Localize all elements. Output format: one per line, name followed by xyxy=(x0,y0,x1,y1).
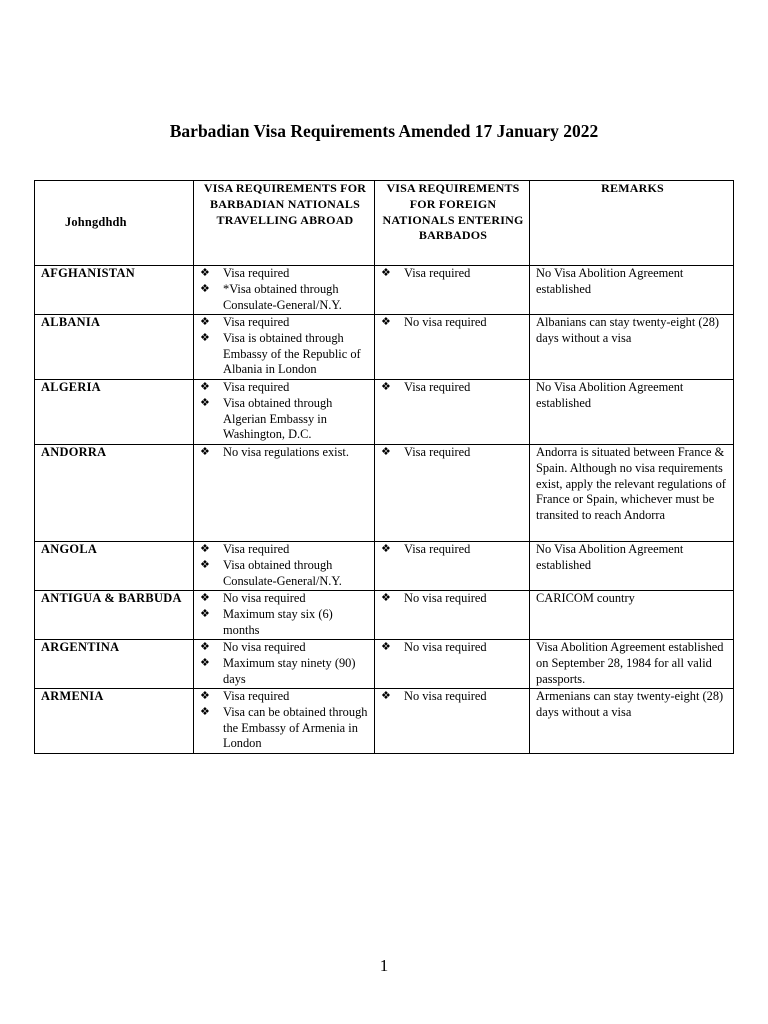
list-item xyxy=(200,266,370,282)
foreign-requirements-cell xyxy=(375,445,530,542)
country-cell: ALBANIA xyxy=(35,315,194,380)
list-item xyxy=(200,558,370,590)
foreign-requirements-cell xyxy=(375,380,530,445)
remarks-cell: No Visa Abolition Agreement established xyxy=(530,380,734,445)
foreign-requirements-cell xyxy=(375,640,530,689)
requirement-text: Visa required xyxy=(223,542,290,556)
requirement-text: Visa required xyxy=(223,380,290,394)
list-item xyxy=(200,396,370,443)
requirement-text: Maximum stay ninety (90) days xyxy=(223,655,356,686)
visa-requirements-table xyxy=(34,180,734,754)
remarks-cell: No Visa Abolition Agreement established xyxy=(530,542,734,591)
barbadian-requirements-cell xyxy=(194,380,375,445)
requirements-list xyxy=(381,640,525,656)
requirement-text: Visa required xyxy=(223,266,290,280)
foreign-requirements-cell xyxy=(375,315,530,380)
list-item xyxy=(381,640,525,656)
country-cell: AFGHANISTAN xyxy=(35,266,194,315)
list-item xyxy=(200,542,370,558)
list-item xyxy=(381,542,525,558)
diamond-bullet-icon: ❖ xyxy=(381,381,391,393)
requirement-text: Visa can be obtained through the Embassy of Armenia in London xyxy=(223,704,368,751)
list-item xyxy=(200,591,370,607)
list-item xyxy=(381,266,525,282)
requirement-text: *Visa obtained through Consulate-General/N.Y. xyxy=(223,281,342,312)
requirement-text: No visa required xyxy=(404,315,487,329)
list-item xyxy=(200,705,370,752)
requirement-text: No visa required xyxy=(404,689,487,703)
table-row xyxy=(35,689,734,754)
foreign-requirements-cell xyxy=(375,591,530,640)
requirement-text: No visa required xyxy=(223,640,306,654)
requirement-text: No visa required xyxy=(223,591,306,605)
requirement-text: Maximum stay six (6) months xyxy=(223,606,333,637)
diamond-bullet-icon: ❖ xyxy=(200,543,210,555)
table-row xyxy=(35,380,734,445)
requirements-list xyxy=(381,266,525,282)
diamond-bullet-icon: ❖ xyxy=(381,543,391,555)
header-remarks: REMARKS xyxy=(530,181,734,266)
list-item xyxy=(381,445,525,461)
header-foreign-nationals: VISA REQUIREMENTS FOR FOREIGN NATIONALS ENTERING BARBADOS xyxy=(375,181,530,266)
requirements-list xyxy=(200,315,370,378)
diamond-bullet-icon: ❖ xyxy=(381,446,391,458)
remarks-cell: Visa Abolition Agreement established on September 28, 1984 for all valid passports. xyxy=(530,640,734,689)
corner-header: Johngdhdh xyxy=(35,181,194,266)
list-item xyxy=(381,591,525,607)
requirements-list xyxy=(200,591,370,638)
list-item xyxy=(381,315,525,331)
requirement-text: Visa required xyxy=(223,315,290,329)
foreign-requirements-cell xyxy=(375,689,530,754)
list-item xyxy=(200,282,370,314)
list-item xyxy=(200,607,370,639)
diamond-bullet-icon: ❖ xyxy=(200,607,210,620)
document-title: Barbadian Visa Requirements Amended 17 January 2022 xyxy=(169,121,599,141)
remarks-cell: No Visa Abolition Agreement established xyxy=(530,266,734,315)
remarks-cell: Armenians can stay twenty-eight (28) days without a visa xyxy=(530,689,734,754)
page-number: 1 xyxy=(379,956,389,975)
requirements-list xyxy=(200,542,370,589)
list-item xyxy=(200,380,370,396)
barbadian-requirements-cell xyxy=(194,689,375,754)
remarks-cell: Andorra is situated between France & Spain. Although no visa requirements exist, apply the relevant regulations of France or Spain, whichever must be transited to reach Andorra xyxy=(530,445,734,542)
foreign-requirements-cell xyxy=(375,542,530,591)
list-item xyxy=(200,689,370,705)
list-item xyxy=(200,445,370,461)
requirement-text: No visa regulations exist. xyxy=(223,445,349,459)
requirement-text: Visa required xyxy=(404,380,471,394)
header-barbadian-nationals: VISA REQUIREMENTS FOR BARBADIAN NATIONALS TRAVELLING ABROAD xyxy=(194,181,375,266)
table-row xyxy=(35,542,734,591)
requirement-text: No visa required xyxy=(404,591,487,605)
barbadian-requirements-cell xyxy=(194,445,375,542)
country-cell: ARGENTINA xyxy=(35,640,194,689)
requirement-text: No visa required xyxy=(404,640,487,654)
country-cell: ANDORRA xyxy=(35,445,194,542)
table-header-row xyxy=(35,181,734,266)
table-row xyxy=(35,591,734,640)
diamond-bullet-icon: ❖ xyxy=(381,690,391,702)
requirements-list xyxy=(381,315,525,331)
diamond-bullet-icon: ❖ xyxy=(200,331,210,344)
diamond-bullet-icon: ❖ xyxy=(381,316,391,328)
remarks-cell: CARICOM country xyxy=(530,591,734,640)
diamond-bullet-icon: ❖ xyxy=(200,656,210,669)
requirements-list xyxy=(200,380,370,443)
diamond-bullet-icon: ❖ xyxy=(381,641,391,653)
requirement-text: Visa required xyxy=(223,689,290,703)
country-cell: ALGERIA xyxy=(35,380,194,445)
list-item xyxy=(200,331,370,378)
barbadian-requirements-cell xyxy=(194,542,375,591)
list-item xyxy=(200,640,370,656)
diamond-bullet-icon: ❖ xyxy=(200,705,210,718)
requirement-text: Visa is obtained through Embassy of the Republic of Albania in London xyxy=(223,330,361,377)
diamond-bullet-icon: ❖ xyxy=(200,558,210,571)
list-item xyxy=(381,380,525,396)
requirement-text: Visa obtained through Algerian Embassy in Washington, D.C. xyxy=(223,395,333,442)
diamond-bullet-icon: ❖ xyxy=(200,282,210,295)
requirements-list xyxy=(381,380,525,396)
foreign-requirements-cell xyxy=(375,266,530,315)
list-item xyxy=(200,656,370,688)
country-cell: ARMENIA xyxy=(35,689,194,754)
diamond-bullet-icon: ❖ xyxy=(200,316,210,328)
requirements-list xyxy=(200,266,370,313)
diamond-bullet-icon: ❖ xyxy=(200,381,210,393)
list-item xyxy=(200,315,370,331)
requirements-list xyxy=(200,445,370,461)
diamond-bullet-icon: ❖ xyxy=(381,592,391,604)
diamond-bullet-icon: ❖ xyxy=(200,592,210,604)
requirements-list xyxy=(381,445,525,461)
table-row xyxy=(35,445,734,542)
diamond-bullet-icon: ❖ xyxy=(200,690,210,702)
barbadian-requirements-cell xyxy=(194,640,375,689)
barbadian-requirements-cell xyxy=(194,266,375,315)
requirement-text: Visa required xyxy=(404,445,471,459)
diamond-bullet-icon: ❖ xyxy=(200,641,210,653)
table-row xyxy=(35,315,734,380)
country-cell: ANTIGUA & BARBUDA xyxy=(35,591,194,640)
requirements-list xyxy=(381,542,525,558)
diamond-bullet-icon: ❖ xyxy=(200,267,210,279)
table-body xyxy=(35,266,734,754)
requirements-list xyxy=(200,689,370,752)
requirements-list xyxy=(381,689,525,705)
table-row xyxy=(35,266,734,315)
requirement-text: Visa required xyxy=(404,266,471,280)
diamond-bullet-icon: ❖ xyxy=(381,267,391,279)
list-item xyxy=(381,689,525,705)
remarks-cell: Albanians can stay twenty-eight (28) days without a visa xyxy=(530,315,734,380)
diamond-bullet-icon: ❖ xyxy=(200,446,210,458)
requirements-list xyxy=(200,640,370,687)
barbadian-requirements-cell xyxy=(194,315,375,380)
country-cell: ANGOLA xyxy=(35,542,194,591)
requirement-text: Visa obtained through Consulate-General/N.Y. xyxy=(223,557,342,588)
barbadian-requirements-cell xyxy=(194,591,375,640)
diamond-bullet-icon: ❖ xyxy=(200,396,210,409)
requirements-list xyxy=(381,591,525,607)
requirement-text: Visa required xyxy=(404,542,471,556)
table-row xyxy=(35,640,734,689)
